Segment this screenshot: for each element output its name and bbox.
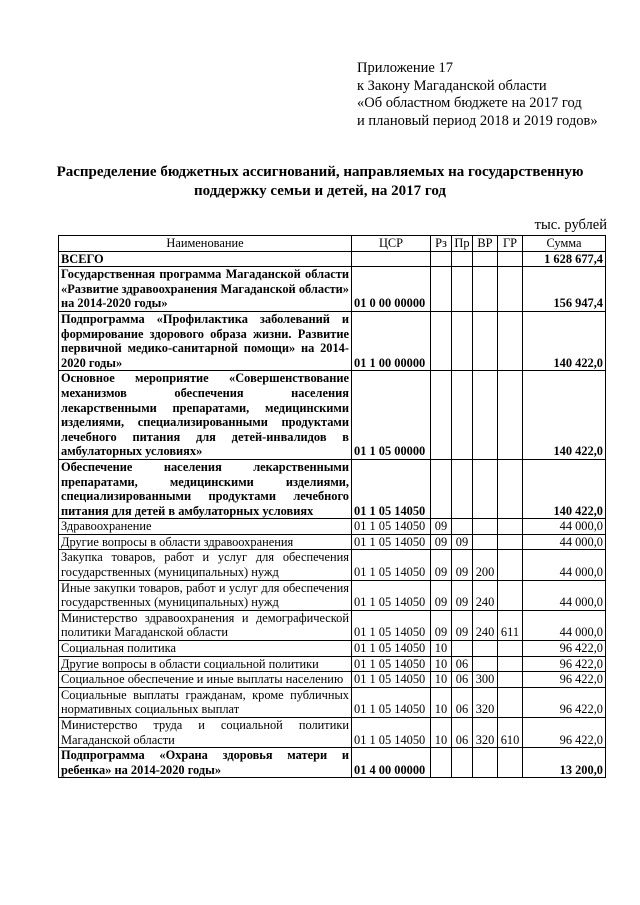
cell-gr xyxy=(498,641,523,657)
cell-csr: 01 1 05 14050 xyxy=(352,656,431,672)
cell-sum: 156 947,4 xyxy=(523,267,606,312)
cell-sum: 96 422,0 xyxy=(523,718,606,748)
cell-rz xyxy=(431,267,452,312)
cell-gr xyxy=(498,687,523,717)
cell-sum: 44 000,0 xyxy=(523,519,606,535)
table-row xyxy=(59,534,606,550)
cell-name: Основное мероприятие «Совершенствование механизмов обеспечения населения лекарственными препаратами, медицинскими изделиями, специализированными продуктами лечебного питания для детей-инвалидов в амбулаторных условиях» xyxy=(59,371,352,460)
cell-name: Государственная программа Магаданской области «Развитие здравоохранения Магаданской области» на 2014-2020 годы» xyxy=(59,267,352,312)
cell-rz xyxy=(431,459,452,518)
cell-csr: 01 1 05 14050 xyxy=(352,534,431,550)
cell-vr xyxy=(473,534,498,550)
table-row xyxy=(59,641,606,657)
cell-vr xyxy=(473,267,498,312)
cell-vr xyxy=(473,641,498,657)
cell-vr xyxy=(473,748,498,778)
title-line-1: Распределение бюджетных ассигнований, направляемых на государственную xyxy=(56,164,584,180)
cell-sum: 44 000,0 xyxy=(523,534,606,550)
cell-gr xyxy=(498,519,523,535)
header-pr: Пр xyxy=(452,236,473,252)
cell-rz xyxy=(431,251,452,267)
table-row xyxy=(59,251,606,267)
cell-sum: 140 422,0 xyxy=(523,311,606,370)
cell-csr: 01 1 05 14050 xyxy=(352,687,431,717)
appendix-line: к Закону Магаданской области xyxy=(357,77,547,94)
table-row xyxy=(59,550,606,580)
cell-pr: 09 xyxy=(452,534,473,550)
cell-pr: 09 xyxy=(452,610,473,640)
cell-rz: 09 xyxy=(431,534,452,550)
appendix-note xyxy=(357,60,598,130)
header-vr: ВР xyxy=(473,236,498,252)
cell-gr: 611 xyxy=(498,610,523,640)
cell-rz xyxy=(431,748,452,778)
cell-gr xyxy=(498,748,523,778)
cell-name: Закупка товаров, работ и услуг для обеспечения государственных (муниципальных) нужд xyxy=(59,550,352,580)
cell-csr: 01 1 05 14050 xyxy=(352,610,431,640)
table-body xyxy=(59,251,606,778)
cell-gr xyxy=(498,656,523,672)
cell-name: Министерство здравоохранения и демографической политики Магаданской области xyxy=(59,610,352,640)
cell-vr xyxy=(473,519,498,535)
cell-pr: 06 xyxy=(452,687,473,717)
cell-name: Социальные выплаты гражданам, кроме публичных нормативных социальных выплат xyxy=(59,687,352,717)
appendix-line: «Об областном бюджете на 2017 год xyxy=(357,95,582,111)
cell-vr xyxy=(473,311,498,370)
table-row xyxy=(59,371,606,460)
table-row xyxy=(59,267,606,312)
table-row xyxy=(59,580,606,610)
cell-sum: 1 628 677,4 xyxy=(523,251,606,267)
cell-pr: 09 xyxy=(452,550,473,580)
cell-rz: 10 xyxy=(431,641,452,657)
table-row xyxy=(59,610,606,640)
cell-sum: 96 422,0 xyxy=(523,687,606,717)
cell-csr: 01 1 05 14050 xyxy=(352,718,431,748)
cell-vr: 320 xyxy=(473,718,498,748)
cell-name: Иные закупки товаров, работ и услуг для обеспечения государственных (муниципальных) нужд xyxy=(59,580,352,610)
cell-sum: 140 422,0 xyxy=(523,371,606,460)
cell-vr xyxy=(473,459,498,518)
cell-pr xyxy=(452,519,473,535)
cell-gr xyxy=(498,550,523,580)
cell-vr: 240 xyxy=(473,580,498,610)
cell-sum: 96 422,0 xyxy=(523,672,606,688)
cell-sum: 140 422,0 xyxy=(523,459,606,518)
cell-rz: 09 xyxy=(431,610,452,640)
table-row xyxy=(59,459,606,518)
cell-csr: 01 1 05 00000 xyxy=(352,371,431,460)
cell-rz xyxy=(431,311,452,370)
cell-pr xyxy=(452,748,473,778)
cell-vr: 240 xyxy=(473,610,498,640)
cell-vr xyxy=(473,251,498,267)
cell-gr xyxy=(498,251,523,267)
cell-pr: 06 xyxy=(452,656,473,672)
header-csr: ЦСР xyxy=(352,236,431,252)
cell-pr: 06 xyxy=(452,718,473,748)
cell-sum: 96 422,0 xyxy=(523,656,606,672)
cell-name: Подпрограмма «Охрана здоровья матери и ребенка» на 2014-2020 годы» xyxy=(59,748,352,778)
cell-csr: 01 1 05 14050 xyxy=(352,672,431,688)
header-sum: Сумма xyxy=(523,236,606,252)
cell-name: Другие вопросы в области здравоохранения xyxy=(59,534,352,550)
cell-rz: 09 xyxy=(431,580,452,610)
header-name: Наименование xyxy=(59,236,352,252)
cell-rz: 09 xyxy=(431,550,452,580)
cell-name: Здравоохранение xyxy=(59,519,352,535)
appendix-line: Приложение 17 xyxy=(357,60,453,76)
cell-name: Социальная политика xyxy=(59,641,352,657)
table-row xyxy=(59,672,606,688)
cell-gr xyxy=(498,267,523,312)
cell-gr xyxy=(498,534,523,550)
cell-rz: 10 xyxy=(431,718,452,748)
cell-vr: 300 xyxy=(473,672,498,688)
title-line-2: поддержку семьи и детей, на 2017 год xyxy=(193,183,447,199)
cell-name: ВСЕГО xyxy=(59,251,352,267)
header-gr: ГР xyxy=(498,236,523,252)
table-row xyxy=(59,656,606,672)
cell-vr: 320 xyxy=(473,687,498,717)
cell-name: Обеспечение населения лекарственными препаратами, медицинскими изделиями, специализированными продуктами лечебного питания для детей в амбулаторных условиях xyxy=(59,459,352,518)
cell-vr: 200 xyxy=(473,550,498,580)
cell-csr: 01 1 00 00000 xyxy=(352,311,431,370)
cell-rz: 09 xyxy=(431,519,452,535)
table-row xyxy=(59,687,606,717)
header-rz: Рз xyxy=(431,236,452,252)
cell-pr: 06 xyxy=(452,672,473,688)
cell-rz: 10 xyxy=(431,687,452,717)
cell-gr: 610 xyxy=(498,718,523,748)
cell-pr xyxy=(452,267,473,312)
budget-table xyxy=(58,235,606,778)
cell-gr xyxy=(498,311,523,370)
table-header-row xyxy=(59,236,606,252)
cell-gr xyxy=(498,672,523,688)
cell-gr xyxy=(498,371,523,460)
cell-csr xyxy=(352,251,431,267)
cell-csr: 01 4 00 00000 xyxy=(352,748,431,778)
cell-name: Другие вопросы в области социальной политики xyxy=(59,656,352,672)
cell-vr xyxy=(473,656,498,672)
table-row xyxy=(59,519,606,535)
cell-csr: 01 1 05 14050 xyxy=(352,519,431,535)
cell-gr xyxy=(498,580,523,610)
cell-csr: 01 0 00 00000 xyxy=(352,267,431,312)
cell-sum: 96 422,0 xyxy=(523,641,606,657)
cell-csr: 01 1 05 14050 xyxy=(352,550,431,580)
cell-name: Подпрограмма «Профилактика заболеваний и формирование здорового образа жизни. Развитие первичной медико-санитарной помощи» на 2014-2020 годы» xyxy=(59,311,352,370)
cell-sum: 44 000,0 xyxy=(523,550,606,580)
cell-name: Министерство труда и социальной политики Магаданской области xyxy=(59,718,352,748)
cell-sum: 44 000,0 xyxy=(523,580,606,610)
cell-pr xyxy=(452,641,473,657)
cell-sum: 44 000,0 xyxy=(523,610,606,640)
table-row xyxy=(59,311,606,370)
cell-rz xyxy=(431,371,452,460)
cell-pr xyxy=(452,251,473,267)
cell-pr xyxy=(452,371,473,460)
cell-pr: 09 xyxy=(452,580,473,610)
cell-csr: 01 1 05 14050 xyxy=(352,641,431,657)
table-row xyxy=(59,748,606,778)
cell-csr: 01 1 05 14050 xyxy=(352,580,431,610)
cell-pr xyxy=(452,311,473,370)
cell-pr xyxy=(452,459,473,518)
cell-name: Социальное обеспечение и иные выплаты населению xyxy=(59,672,352,688)
unit-label: тыс. рублей xyxy=(534,217,607,233)
cell-vr xyxy=(473,371,498,460)
cell-rz: 10 xyxy=(431,656,452,672)
cell-sum: 13 200,0 xyxy=(523,748,606,778)
cell-gr xyxy=(498,459,523,518)
cell-csr: 01 1 05 14050 xyxy=(352,459,431,518)
cell-rz: 10 xyxy=(431,672,452,688)
document-title xyxy=(40,163,600,201)
appendix-line: и плановый период 2018 и 2019 годов» xyxy=(357,112,598,129)
table-row xyxy=(59,718,606,748)
